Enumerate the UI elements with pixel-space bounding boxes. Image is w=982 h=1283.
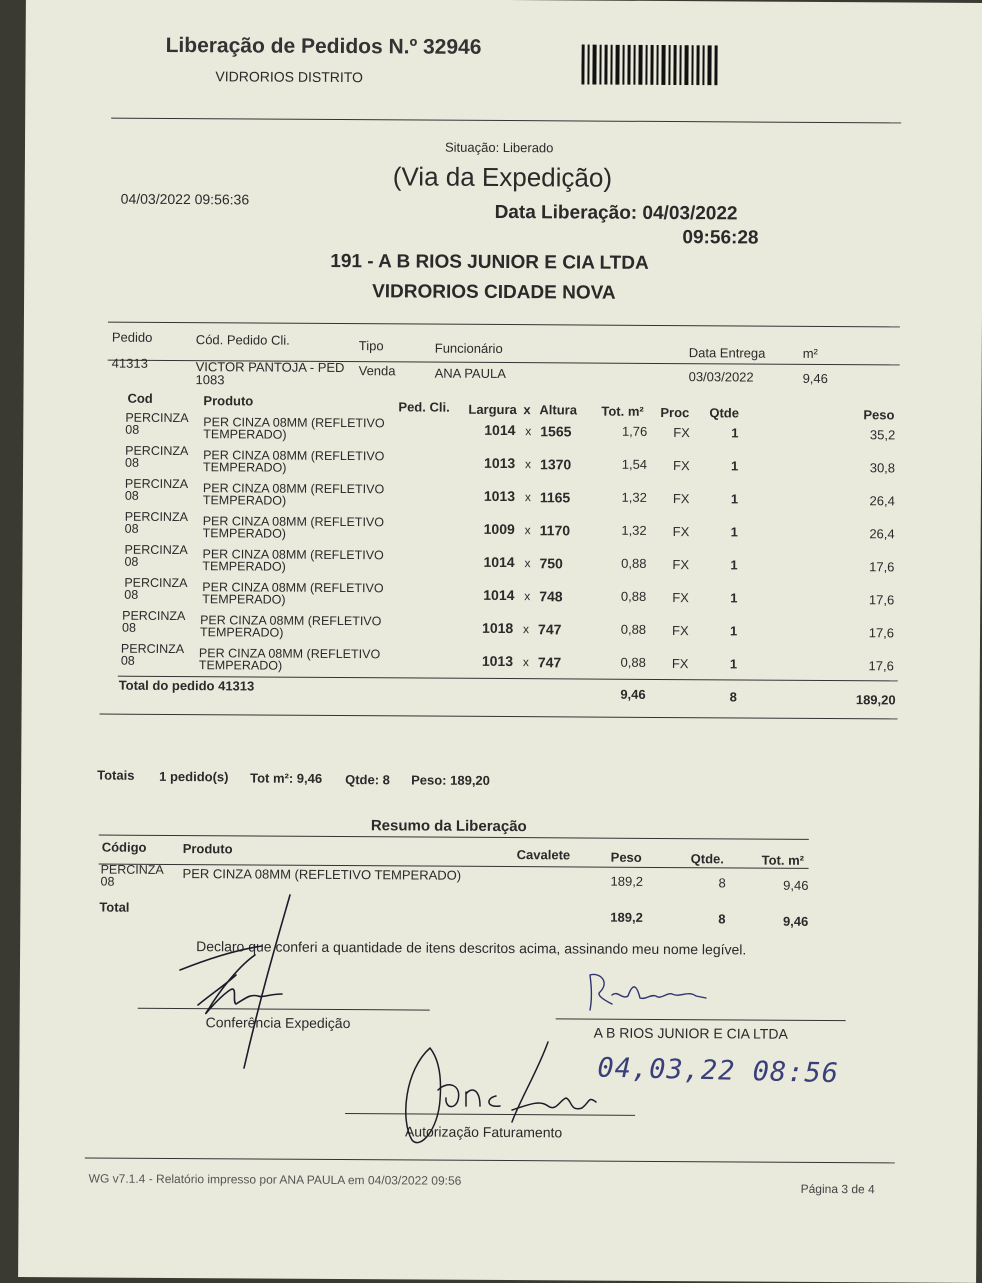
item-altura: 748 — [539, 588, 563, 605]
item-peso: 17,6 — [868, 658, 894, 674]
item-tot-m2: 0,88 — [621, 555, 647, 571]
order-cod-cli: VICTOR PANTOJA - PED 1083 — [195, 359, 345, 388]
document-title: Liberação de Pedidos N.º 32946 — [165, 33, 482, 59]
item-qtde: 1 — [730, 590, 738, 606]
item-product: PER CINZA 08MM (REFLETIVO TEMPERADO) — [202, 547, 384, 574]
item-col-altura: Altura — [539, 402, 578, 418]
item-proc: FX — [672, 623, 689, 639]
totals-m2: Tot m²: 9,46 — [250, 770, 323, 786]
totals-peso: Peso: 189,20 — [411, 772, 490, 788]
item-product: PER CINZA 08MM (REFLETIVO TEMPERADO) — [202, 514, 385, 541]
order-total-peso: 189,20 — [855, 692, 896, 708]
col-pedido: Pedido — [111, 329, 153, 345]
item-col-x: x — [523, 402, 531, 418]
item-col-ped-cli: Ped. Cli. — [398, 399, 450, 415]
item-code: PERCINZA 08 — [124, 542, 188, 569]
order-total-m2: 9,46 — [620, 686, 646, 702]
col-funcionario: Funcionário — [434, 340, 503, 357]
item-tot-m2: 0,88 — [620, 588, 647, 604]
summary-tot-m2: 9,46 — [783, 877, 809, 893]
item-x: x — [523, 622, 530, 637]
item-qtde: 1 — [730, 524, 738, 540]
printed-timestamp: 04/03/2022 09:56:36 — [120, 190, 250, 208]
order-total-qtde: 8 — [729, 689, 737, 705]
col-cod-cli: Cód. Pedido Cli. — [195, 332, 290, 348]
item-peso: 17,6 — [868, 592, 895, 608]
item-code: PERCINZA 08 — [124, 476, 189, 503]
release-time: 09:56:28 — [682, 227, 759, 249]
item-code: PERCINZA 08 — [120, 641, 185, 668]
item-qtde: 1 — [730, 491, 739, 507]
item-product: PER CINZA 08MM (REFLETIVO TEMPERADO) — [198, 646, 381, 673]
order-total-label: Total do pedido 41313 — [118, 677, 255, 694]
via-label: (Via da Expedição) — [392, 161, 613, 193]
item-altura: 1170 — [539, 522, 571, 539]
client-store: VIDRORIOS CIDADE NOVA — [372, 281, 616, 304]
item-code: PERCINZA 08 — [122, 608, 186, 635]
client-signature — [590, 974, 706, 1010]
item-proc: FX — [671, 656, 689, 672]
item-peso: 17,6 — [868, 625, 895, 641]
item-peso: 30,8 — [869, 460, 896, 476]
footer-report: WG v7.1.4 - Relatório impresso por ANA PAULA em 04/03/2022 09:56 — [88, 1171, 462, 1188]
item-largura: 1013 — [484, 454, 516, 472]
order-funcionario: ANA PAULA — [434, 365, 506, 382]
summary-col-produto: Produto — [182, 841, 233, 857]
summary-peso: 189,2 — [610, 873, 644, 889]
item-altura: 1370 — [540, 456, 572, 473]
item-qtde: 1 — [730, 623, 738, 639]
item-proc: FX — [672, 557, 690, 573]
release-date: Data Liberação: 04/03/2022 — [494, 201, 738, 225]
item-product: PER CINZA 08MM (REFLETIVO TEMPERADO) — [202, 481, 385, 508]
item-tot-m2: 1,54 — [621, 456, 648, 472]
item-tot-m2: 0,88 — [620, 621, 647, 637]
item-code: PERCINZA 08 — [124, 509, 188, 536]
item-peso: 17,6 — [869, 559, 895, 575]
item-proc: FX — [673, 425, 690, 441]
order-m2: 9,46 — [802, 370, 828, 386]
item-col-qtde: Qtde — [709, 405, 740, 421]
col-data-entrega: Data Entrega — [688, 345, 766, 361]
item-altura: 747 — [537, 654, 562, 671]
client-signature-label: A B RIOS JUNIOR E CIA LTDA — [593, 1024, 788, 1042]
item-product: PER CINZA 08MM (REFLETIVO TEMPERADO) — [203, 415, 385, 442]
order-number: 41313 — [111, 355, 148, 371]
item-col-produto: Produto — [203, 393, 254, 409]
item-qtde: 1 — [729, 656, 738, 672]
item-tot-m2: 1,32 — [621, 522, 647, 538]
item-code: PERCINZA 08 — [125, 410, 189, 437]
item-altura: 750 — [539, 555, 563, 572]
autorizacao-signature — [406, 1042, 596, 1143]
item-largura: 1014 — [483, 553, 515, 571]
item-x: x — [524, 589, 531, 604]
summary-col-cavalete: Cavalete — [516, 847, 571, 863]
item-col-cod: Cod — [127, 390, 153, 406]
col-m2: m² — [802, 345, 818, 361]
summary-col-peso: Peso — [610, 849, 642, 865]
item-col-proc: Proc — [660, 404, 690, 421]
item-product: PER CINZA 08MM (REFLETIVO TEMPERADO) — [203, 448, 385, 475]
item-qtde: 1 — [731, 425, 739, 441]
summary-code: PERCINZA 08 — [100, 862, 164, 889]
totals-pedidos: 1 pedido(s) — [159, 768, 229, 785]
item-product: PER CINZA 08MM (REFLETIVO TEMPERADO) — [199, 613, 382, 640]
summary-col-tot-m2: Tot. m² — [761, 852, 805, 868]
item-largura: 1014 — [484, 421, 516, 439]
item-col-tot-m2: Tot. m² — [601, 403, 644, 419]
item-tot-m2: 1,32 — [621, 489, 647, 505]
col-tipo: Tipo — [358, 338, 384, 354]
declaration-text: Declaro que conferi a quantidade de itens descritos acima, assinando meu nome legível. — [196, 938, 747, 958]
item-product: PER CINZA 08MM (REFLETIVO TEMPERADO) — [202, 580, 384, 607]
summary-total-label: Total — [99, 899, 130, 915]
situation-label: Situação: Liberado — [444, 139, 554, 156]
item-tot-m2: 0,88 — [620, 654, 646, 670]
order-tipo: Venda — [358, 363, 396, 379]
item-x: x — [524, 490, 531, 505]
item-qtde: 1 — [731, 458, 739, 474]
item-tot-m2: 1,76 — [621, 423, 648, 439]
item-x: x — [524, 556, 531, 571]
summary-total-peso: 189,2 — [610, 909, 643, 925]
item-altura: 1165 — [539, 489, 571, 506]
item-proc: FX — [672, 491, 690, 507]
page-number: Página 3 de 4 — [800, 1181, 875, 1197]
item-altura: 747 — [538, 621, 562, 638]
item-proc: FX — [673, 458, 690, 474]
handwritten-date: 04,03,22 08:56 — [597, 1052, 840, 1090]
item-largura: 1018 — [482, 619, 514, 637]
summary-col-qtde: Qtde. — [690, 851, 724, 867]
client-name: 191 - A B RIOS JUNIOR E CIA LTDA — [330, 250, 649, 274]
item-x: x — [525, 424, 532, 439]
summary-title: Resumo da Liberação — [370, 817, 527, 836]
item-largura: 1013 — [481, 652, 514, 670]
item-peso: 26,4 — [869, 493, 895, 509]
item-col-largura: Largura — [468, 401, 517, 418]
conferencia-label: Conferência Expedição — [205, 1014, 351, 1032]
summary-product: PER CINZA 08MM (REFLETIVO TEMPERADO) — [182, 866, 462, 883]
item-altura: 1565 — [540, 423, 572, 440]
item-qtde: 1 — [730, 557, 738, 573]
company-name: VIDRORIOS DISTRITO — [215, 68, 364, 86]
item-largura: 1014 — [483, 586, 515, 604]
item-largura: 1009 — [483, 520, 515, 538]
autorizacao-label: Autorização Faturamento — [404, 1123, 563, 1141]
conferencia-signature — [180, 895, 290, 1068]
item-col-peso: Peso — [863, 407, 895, 423]
summary-total-tot-m2: 9,46 — [782, 913, 809, 929]
item-x: x — [522, 655, 529, 670]
order-data-entrega: 03/03/2022 — [688, 369, 754, 385]
item-proc: FX — [672, 524, 690, 540]
summary-qtde: 8 — [718, 875, 726, 891]
summary-col-codigo: Código — [101, 839, 147, 855]
totals-label: Totais — [97, 767, 135, 783]
item-x: x — [525, 457, 532, 472]
item-code: PERCINZA 08 — [124, 575, 188, 602]
item-code: PERCINZA 08 — [125, 443, 189, 470]
totals-qtde: Qtde: 8 — [345, 772, 390, 788]
item-largura: 1013 — [483, 487, 516, 505]
summary-total-qtde: 8 — [718, 911, 726, 927]
item-peso: 35,2 — [869, 427, 896, 443]
item-proc: FX — [672, 590, 689, 606]
item-x: x — [524, 523, 531, 538]
item-peso: 26,4 — [869, 526, 895, 542]
